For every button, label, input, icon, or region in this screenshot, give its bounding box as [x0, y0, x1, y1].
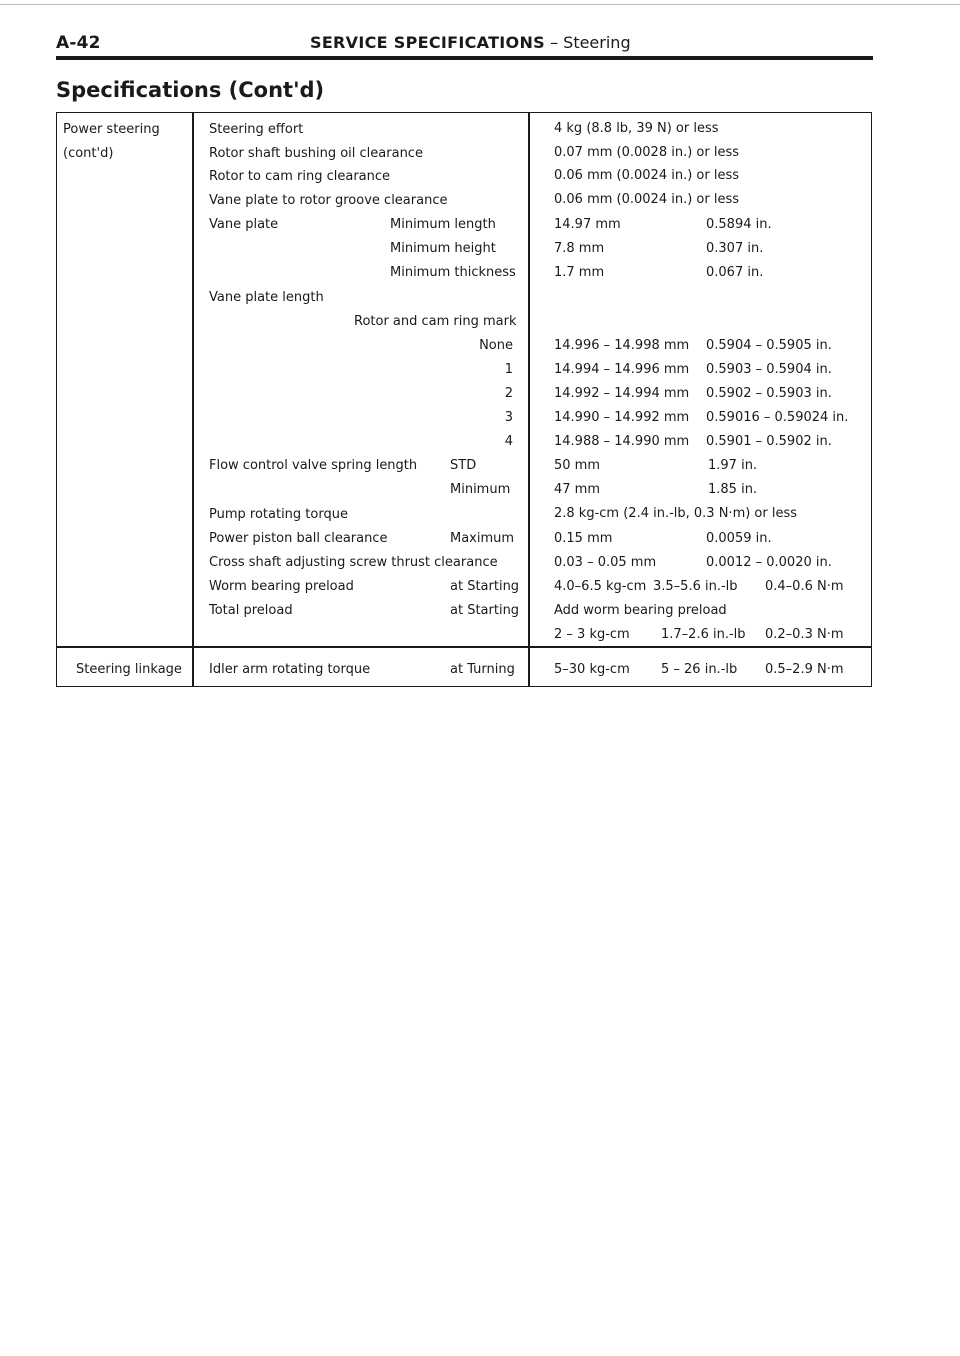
spec-value-in: 0.307 in.	[706, 241, 764, 256]
spec-label: Power piston ball clearance	[209, 531, 388, 546]
spec-value-mm: 0.03 – 0.05 mm	[554, 555, 657, 570]
spec-value-mm: 0.15 mm	[554, 531, 613, 546]
spec-value-mm: 47 mm	[554, 482, 601, 497]
spec-value: 4 kg (8.8 lb, 39 N) or less	[554, 121, 719, 136]
spec-value-mm: 50 mm	[554, 458, 601, 473]
spec-value: 0.06 mm (0.0024 in.) or less	[554, 168, 740, 183]
spec-value-kgcm: 2 – 3 kg-cm	[554, 627, 630, 642]
page-header-title	[310, 33, 631, 52]
spec-value-in: 0.0012 – 0.0020 in.	[706, 555, 832, 570]
header-title-main: SERVICE SPECIFICATIONS	[310, 33, 545, 52]
column-divider	[192, 113, 194, 686]
spec-label: Total preload	[209, 603, 293, 618]
spec-value-nm: 0.5–2.9 N·m	[765, 662, 844, 677]
spec-value-inlb: 5 – 26 in.-lb	[661, 662, 738, 677]
spec-value-in: 0.067 in.	[706, 265, 764, 280]
spec-label: Worm bearing preload	[209, 579, 354, 594]
spec-condition: Maximum	[450, 531, 515, 546]
spec-label: Cross shaft adjusting screw thrust clearance	[209, 555, 498, 570]
spec-value: 0.06 mm (0.0024 in.) or less	[554, 192, 740, 207]
spec-condition: Minimum	[450, 482, 511, 497]
top-scan-rule	[0, 4, 960, 5]
cam-ring-mark: 1	[504, 362, 513, 377]
page-number: A-42	[56, 33, 101, 53]
cam-ring-mark: 4	[504, 434, 513, 449]
spec-label: Vane plate	[209, 217, 279, 232]
spec-value-kgcm: 5–30 kg-cm	[554, 662, 630, 677]
group-label: Steering linkage	[76, 662, 182, 677]
spec-label: Flow control valve spring length	[209, 458, 418, 473]
spec-condition: STD	[450, 458, 477, 473]
spec-condition: Minimum height	[390, 241, 496, 256]
section-title: Specifications (Cont'd)	[56, 78, 325, 102]
cam-ring-mark: 3	[504, 410, 513, 425]
spec-value-kgcm: 4.0–6.5 kg-cm	[554, 579, 647, 594]
spec-value-in: 0.5904 – 0.5905 in.	[706, 338, 832, 353]
spec-condition: at Turning	[450, 662, 515, 677]
column-divider	[528, 113, 530, 686]
spec-condition: at Starting	[450, 603, 520, 618]
cam-ring-mark: 2	[504, 386, 513, 401]
spec-label: Rotor shaft bushing oil clearance	[209, 146, 423, 161]
spec-note: Add worm bearing preload	[554, 603, 727, 618]
spec-value-mm: 14.996 – 14.998 mm	[554, 338, 690, 353]
header-title-sub: – Steering	[544, 33, 631, 52]
spec-label: Pump rotating torque	[209, 507, 348, 522]
spec-condition: Minimum thickness	[390, 265, 516, 280]
spec-value-mm: 14.990 – 14.992 mm	[554, 410, 690, 425]
spec-value-mm: 14.988 – 14.990 mm	[554, 434, 690, 449]
spec-value-inlb: 1.7–2.6 in.-lb	[661, 627, 746, 642]
spec-label: Rotor to cam ring clearance	[209, 169, 391, 184]
spec-value-mm: 14.97 mm	[554, 217, 621, 232]
group-label: (cont'd)	[63, 146, 114, 161]
spec-value-mm: 14.994 – 14.996 mm	[554, 362, 690, 377]
spec-value-nm: 0.4–0.6 N·m	[765, 579, 844, 594]
spec-label: Steering effort	[209, 122, 304, 137]
spec-value-mm: 14.992 – 14.994 mm	[554, 386, 690, 401]
spec-value-in: 0.5894 in.	[706, 217, 772, 232]
spec-value-in: 0.59016 – 0.59024 in.	[706, 410, 849, 425]
spec-value-mm: 7.8 mm	[554, 241, 605, 256]
cam-ring-mark: None	[479, 338, 513, 353]
spec-label: Vane plate length	[209, 290, 324, 305]
header-rule	[56, 56, 873, 60]
spec-label: Idler arm rotating torque	[209, 662, 371, 677]
spec-value-in: 0.5901 – 0.5902 in.	[706, 434, 832, 449]
row-divider	[57, 646, 871, 648]
spec-value: 2.8 kg-cm (2.4 in.-lb, 0.3 N·m) or less	[554, 506, 798, 521]
spec-value-inlb: 3.5–5.6 in.-lb	[653, 579, 738, 594]
spec-sublabel: Rotor and cam ring mark	[354, 314, 517, 329]
spec-value-in: 1.85 in.	[708, 482, 758, 497]
spec-condition: at Starting	[450, 579, 520, 594]
group-label: Power steering	[63, 122, 160, 137]
spec-value-in: 0.5902 – 0.5903 in.	[706, 386, 832, 401]
spec-value-mm: 1.7 mm	[554, 265, 605, 280]
spec-label: Vane plate to rotor groove clearance	[209, 193, 448, 208]
spec-value-in: 0.5903 – 0.5904 in.	[706, 362, 832, 377]
spec-condition: Minimum length	[390, 217, 496, 232]
spec-value: 0.07 mm (0.0028 in.) or less	[554, 145, 740, 160]
spec-value-in: 0.0059 in.	[706, 531, 772, 546]
spec-value-nm: 0.2–0.3 N·m	[765, 627, 844, 642]
spec-table	[56, 112, 872, 687]
spec-value-in: 1.97 in.	[708, 458, 758, 473]
